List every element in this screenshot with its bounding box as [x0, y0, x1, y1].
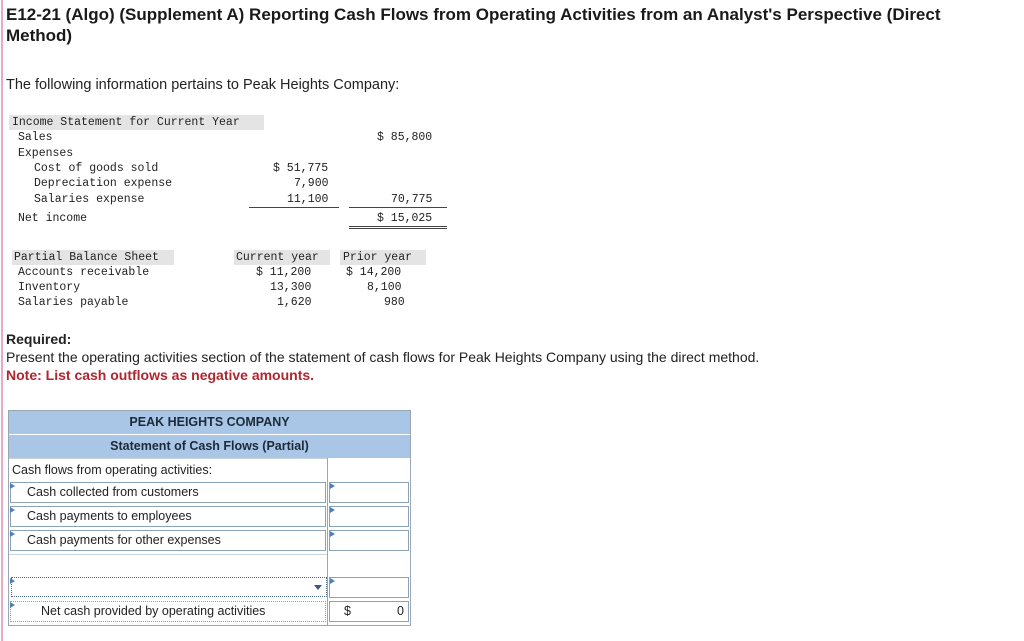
- total-expenses-value: 70,775: [391, 193, 433, 206]
- income-statement-header: Income Statement for Current Year: [12, 116, 240, 129]
- statement-subtitle: Statement of Cash Flows (Partial): [9, 435, 410, 458]
- input-marker-icon: [330, 507, 335, 513]
- expenses-row: [9, 146, 447, 161]
- salaries-payable-label: Salaries payable: [18, 296, 129, 309]
- depreciation-value: 7,900: [294, 177, 329, 190]
- salaries-label: Salaries expense: [34, 193, 145, 206]
- salaries-payable-current: 1,620: [277, 296, 312, 309]
- net-cash-value: 0: [397, 604, 404, 618]
- cash-payments-other-label: Cash payments for other expenses: [27, 533, 221, 547]
- inventory-label: Inventory: [18, 281, 81, 294]
- input-marker-icon: [10, 483, 15, 489]
- cash-payments-other-amount[interactable]: [329, 530, 409, 551]
- input-marker-icon: [10, 602, 15, 608]
- cogs-value: $ 51,775: [273, 162, 329, 175]
- line-item-dropdown[interactable]: [11, 577, 327, 597]
- sales-value: $ 85,800: [377, 131, 433, 144]
- cogs-label: Cost of goods sold: [34, 162, 159, 175]
- net-cash-amount: [329, 601, 409, 622]
- cogs-row: [9, 161, 447, 176]
- net-cash-label-field: [10, 601, 326, 622]
- current-year-header: Current year: [236, 251, 319, 264]
- cash-collected-customers-amount[interactable]: [329, 482, 409, 503]
- depreciation-row: [9, 176, 447, 191]
- note-text: Note: List cash outflows as negative amounts.: [6, 367, 315, 383]
- total-expenses-underline: [349, 207, 447, 208]
- input-marker-icon: [10, 531, 15, 537]
- operating-activities-heading: Cash flows from operating activities:: [9, 458, 327, 480]
- input-marker-icon: [330, 578, 335, 584]
- salaries-value: 11,100: [287, 193, 329, 206]
- net-income-row: [9, 211, 447, 226]
- depreciation-label: Depreciation expense: [34, 177, 173, 190]
- net-income-underline-1: [349, 226, 447, 227]
- ar-label: Accounts receivable: [18, 266, 150, 279]
- left-accent-line: [1, 0, 3, 641]
- net-cash-label: Net cash provided by operating activities: [41, 604, 266, 618]
- income-statement: [9, 115, 447, 230]
- cash-payments-employees-label-field[interactable]: [10, 506, 326, 527]
- sales-row: [9, 130, 447, 145]
- input-marker-icon: [330, 531, 335, 537]
- expenses-label: Expenses: [18, 147, 74, 160]
- input-marker-icon: [330, 483, 335, 489]
- ar-current: $ 11,200: [256, 266, 312, 279]
- expenses-underline: [249, 207, 339, 208]
- inventory-current: 13,300: [270, 281, 312, 294]
- income-statement-header-row: [9, 115, 264, 130]
- chevron-down-icon: [314, 585, 322, 590]
- cash-collected-customers-label-field[interactable]: [10, 482, 326, 503]
- net-income-label: Net income: [18, 212, 88, 225]
- cash-payments-employees-amount[interactable]: [329, 506, 409, 527]
- required-text: Present the operating activities section of the statement of cash flows for Peak Heights Company using the direct method.: [6, 349, 760, 365]
- company-name: PEAK HEIGHTS COMPANY: [9, 411, 410, 434]
- input-marker-icon: [10, 578, 15, 584]
- partial-balance-sheet: [12, 250, 426, 315]
- required-section: [6, 330, 1006, 384]
- net-income-underline-2: [349, 228, 447, 229]
- salaries-payable-prior: 980: [384, 296, 405, 309]
- net-cash-currency: $: [344, 604, 351, 618]
- prior-year-header: Prior year: [343, 251, 413, 264]
- intro-text: The following information pertains to Peak Heights Company:: [6, 77, 400, 93]
- salaries-row: [9, 192, 447, 207]
- sales-label: Sales: [18, 131, 53, 144]
- dropdown-line-amount[interactable]: [329, 577, 409, 598]
- net-income-value: $ 15,025: [377, 212, 433, 225]
- required-label: Required:: [6, 331, 72, 347]
- inventory-prior: 8,100: [367, 281, 402, 294]
- page-title: E12-21 (Algo) (Supplement A) Reporting Cash Flows from Operating Activities from an Analyst's Perspective (Direct Method): [6, 5, 941, 45]
- input-marker-icon: [10, 507, 15, 513]
- empty-row: [9, 554, 327, 577]
- cash-payments-employees-label: Cash payments to employees: [27, 509, 192, 523]
- balance-sheet-header: Partial Balance Sheet: [14, 251, 159, 264]
- cash-payments-other-label-field[interactable]: [10, 530, 326, 551]
- cash-collected-customers-label: Cash collected from customers: [27, 485, 199, 499]
- ar-prior: $ 14,200: [346, 266, 402, 279]
- column-divider: [327, 458, 328, 625]
- cash-flow-statement-worksheet: [8, 410, 411, 626]
